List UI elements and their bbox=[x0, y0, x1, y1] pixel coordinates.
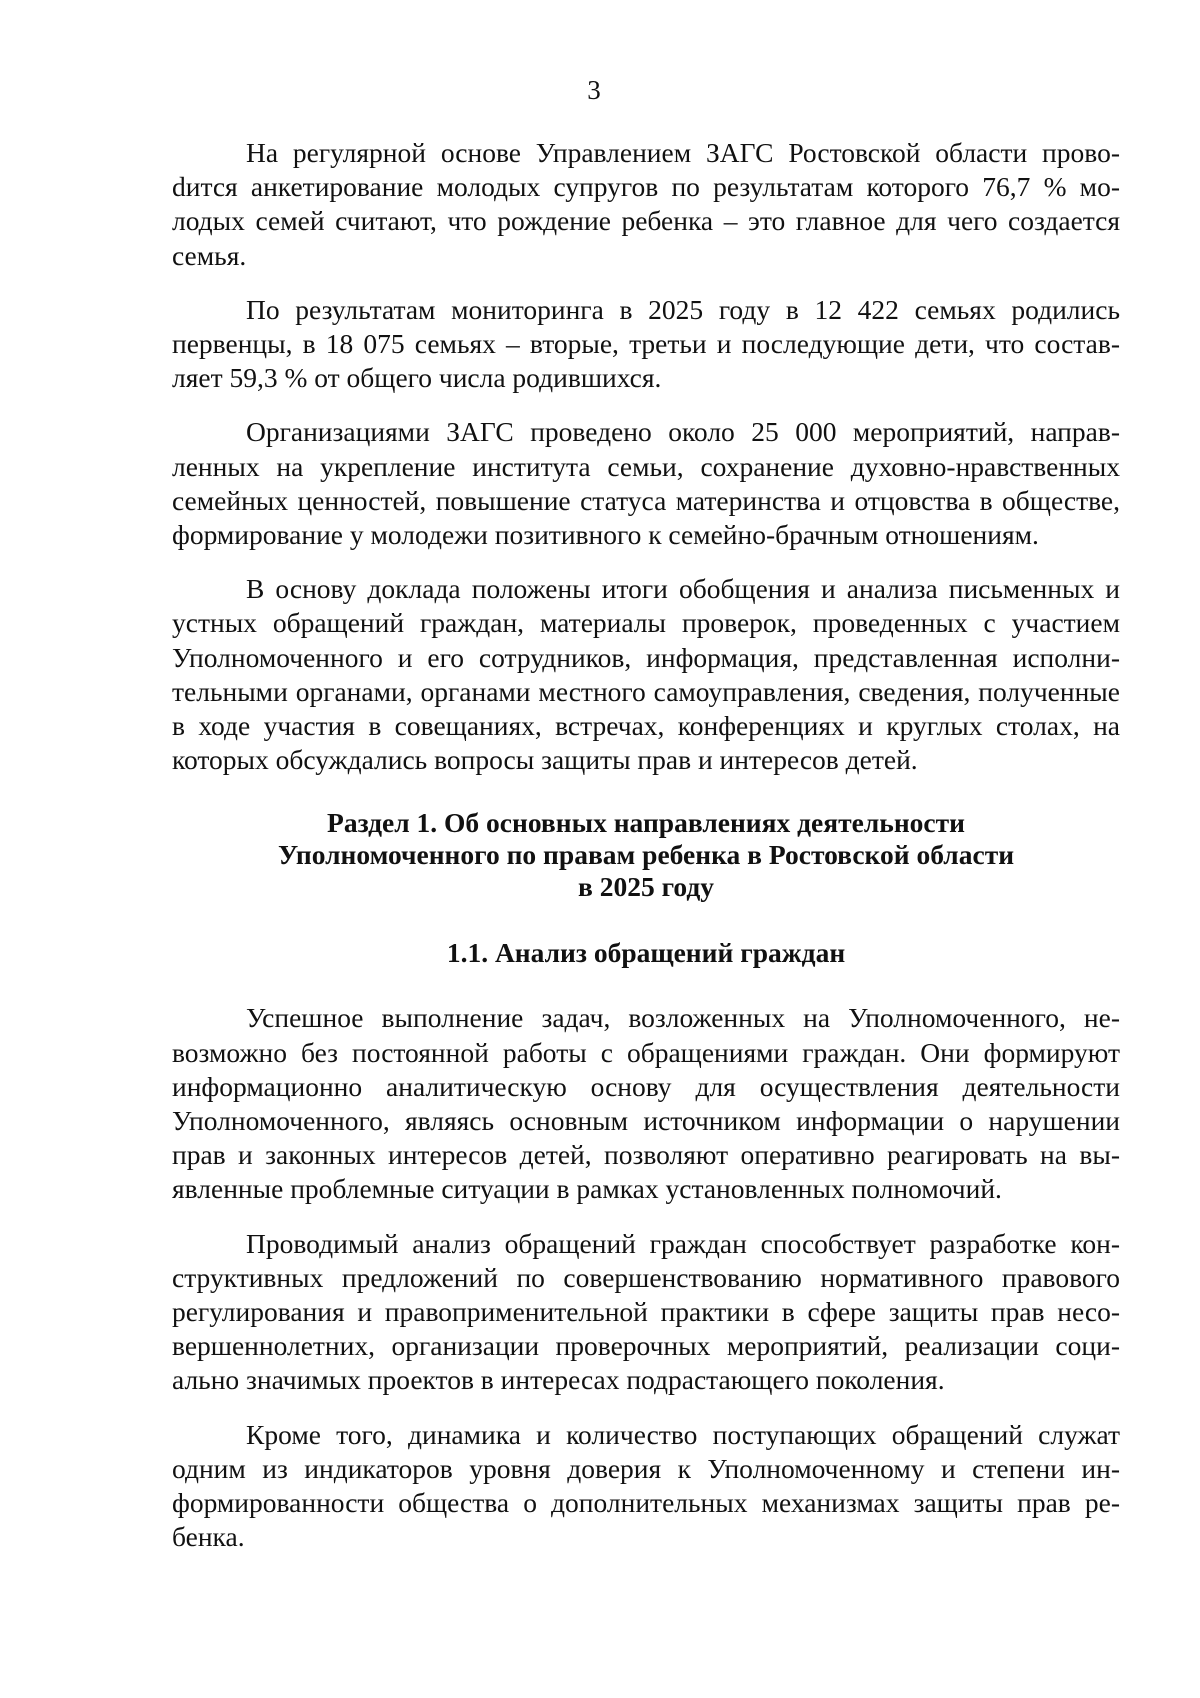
paragraph-appeals-work: Успешное выполнение задач, возложенных на Уполномоченного, невозможно без постоянной работы с обращениями граждан. Они формируют информационно аналитическую основу для осуществления деятельности Уполномоченного, являясь основным источником информации о нарушении прав и законных интересов детей, позволяют оперативно реагировать на выявленные проблемные ситуации в рамках установленных полномочий. bbox=[172, 1002, 1120, 1205]
paragraph-zags-survey: На регулярной основе Управлением ЗАГС Ростовской области провоdится анкетирование молодых супругов по результатам которого 76,7 % молодых семей считают, что рождение ребенка – это главное для чего создается семья. bbox=[172, 137, 1120, 271]
page-content bbox=[172, 136, 1120, 1575]
section-heading-line: Раздел 1. Об основных направлениях деятельности bbox=[327, 807, 965, 839]
section-heading-line: Уполномоченного по правам ребенка в Ростовской области bbox=[277, 839, 1015, 871]
section-heading-line: в 2025 году bbox=[577, 871, 715, 903]
paragraph-appeals-dynamics: Кроме того, динамика и количество поступающих обращений служат одним из индикаторов уровня доверия к Уполномоченному и степени информированности общества о дополнительных механизмах защиты прав ребенка. bbox=[172, 1418, 1120, 1553]
section-heading bbox=[172, 807, 1120, 903]
paragraph-monitoring-results: По результатам мониторинга в 2025 году в 12 422 семьях родились первенцы, в 18 075 семьях – вторые, третьи и последующие дети, что составляет 59,3 % от общего числа родившихся. bbox=[172, 293, 1120, 394]
paragraph-report-basis: В основу доклада положены итоги обобщения и анализа письменных и устных обращений граждан, материалы проверок, проведенных с участием Уполномоченного и его сотрудников, информация, представленная исполнительными органами, органами местного самоуправления, сведения, полученные в ходе участия в совещаниях, встречах, конференциях и круглых столах, на которых обсуждались вопросы защиты прав и интересов детей. bbox=[172, 573, 1120, 776]
page-number: 3 bbox=[587, 75, 601, 105]
paragraph-appeals-analysis: Проводимый анализ обращений граждан способствует разработке конструктивных предложений по совершенствованию нормативного правового регулирования и правоприменительной практики в сфере защиты прав несовершеннолетних, организации проверочных мероприятий, реализации социально значимых проектов в интересах подрастающего поколения. bbox=[172, 1227, 1120, 1396]
subsection-heading: 1.1. Анализ обращений граждан bbox=[446, 937, 846, 969]
paragraph-zags-events: Организациями ЗАГС проведено около 25 000 мероприятий, направленных на укрепление института семьи, сохранение духовно-нравственных семейных ценностей, повышение статуса материнства и отцовства в обществе, формирование у молодежи позитивного к семейно-брачным отношениям. bbox=[172, 416, 1120, 551]
